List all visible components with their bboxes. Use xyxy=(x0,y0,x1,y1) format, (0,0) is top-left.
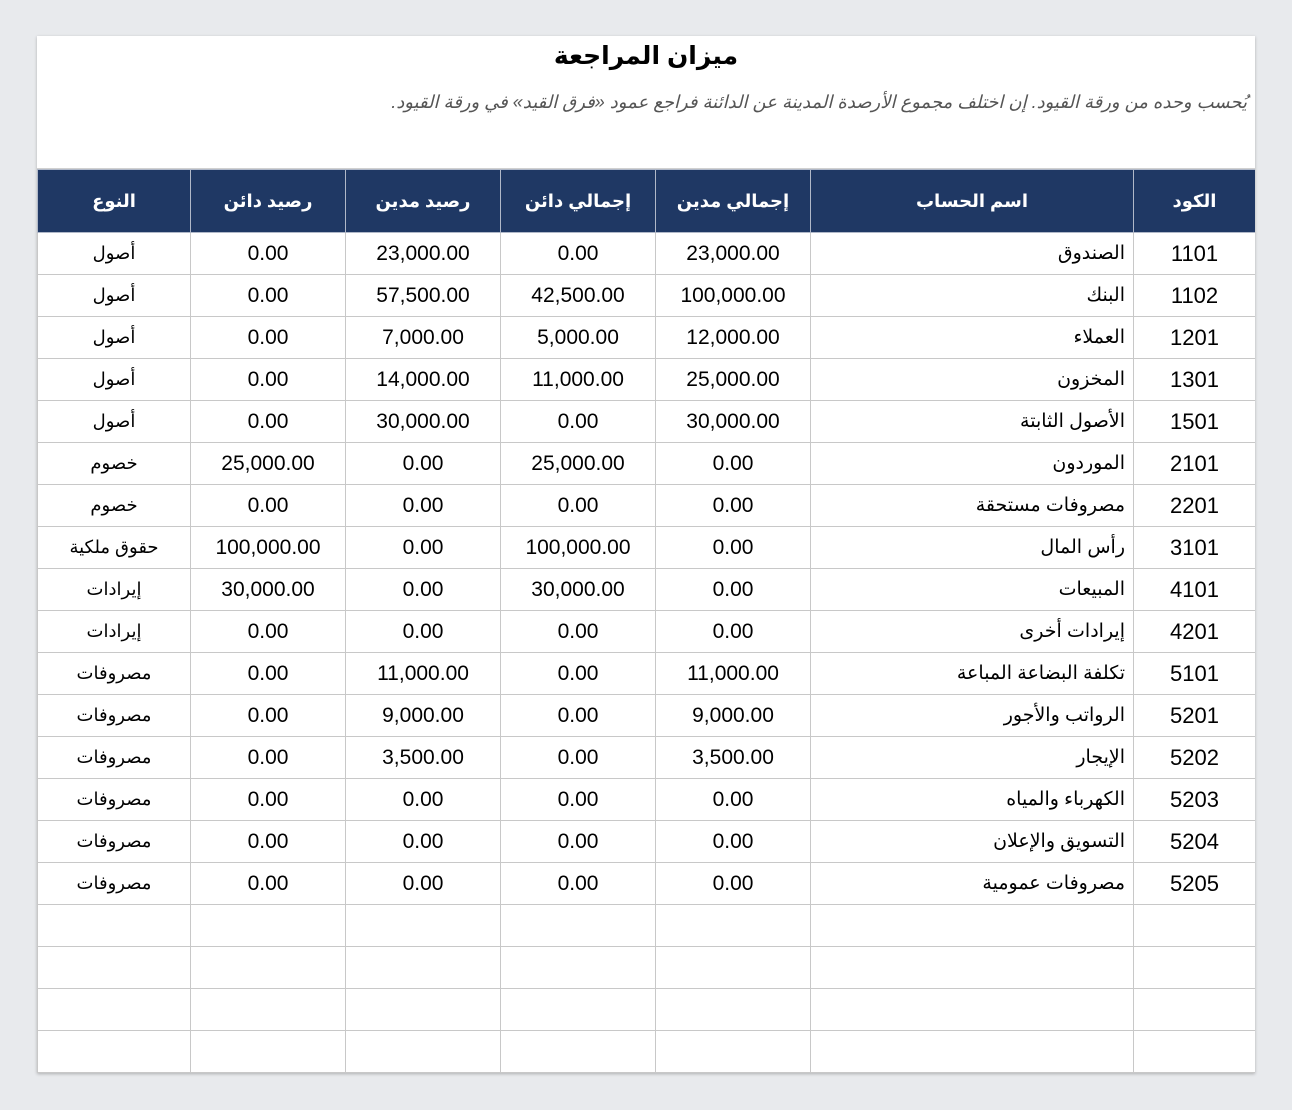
debit-balance-cell[interactable]: 0.00 xyxy=(346,779,501,821)
debit-balance-cell[interactable]: 11,000.00 xyxy=(346,653,501,695)
credit-balance-cell[interactable]: 0.00 xyxy=(191,359,346,401)
total-debit-cell[interactable] xyxy=(656,989,811,1031)
total-debit-cell[interactable]: 11,000.00 xyxy=(656,653,811,695)
account-code-cell[interactable]: 4201 xyxy=(1134,611,1256,653)
account-name-cell[interactable] xyxy=(811,947,1134,989)
account-name-cell[interactable] xyxy=(811,989,1134,1031)
total-debit-cell[interactable]: 0.00 xyxy=(656,779,811,821)
account-code-cell[interactable] xyxy=(1134,989,1256,1031)
total-debit-cell[interactable]: 25,000.00 xyxy=(656,359,811,401)
account-code-cell[interactable]: 3101 xyxy=(1134,527,1256,569)
total-debit-cell[interactable]: 0.00 xyxy=(656,443,811,485)
credit-balance-cell[interactable]: 0.00 xyxy=(191,695,346,737)
account-type-cell[interactable]: أصول xyxy=(38,317,191,359)
spreadsheet-sheet xyxy=(37,36,1255,1073)
debit-balance-cell[interactable]: 3,500.00 xyxy=(346,737,501,779)
column-header-account-name[interactable]: اسم الحساب xyxy=(811,170,1134,233)
account-type-cell[interactable]: مصروفات xyxy=(38,737,191,779)
credit-balance-cell[interactable]: 0.00 xyxy=(191,821,346,863)
debit-balance-cell[interactable]: 0.00 xyxy=(346,443,501,485)
table-row xyxy=(38,737,1256,779)
account-type-cell[interactable]: أصول xyxy=(38,401,191,443)
account-code-cell[interactable] xyxy=(1134,905,1256,947)
total-credit-cell[interactable]: 100,000.00 xyxy=(501,527,656,569)
total-debit-cell[interactable]: 30,000.00 xyxy=(656,401,811,443)
table-row xyxy=(38,611,1256,653)
column-header-total-debit[interactable]: إجمالي مدين xyxy=(656,170,811,233)
account-name-cell[interactable] xyxy=(811,905,1134,947)
credit-balance-cell[interactable] xyxy=(191,905,346,947)
account-code-cell[interactable]: 1501 xyxy=(1134,401,1256,443)
total-credit-cell[interactable]: 0.00 xyxy=(501,821,656,863)
credit-balance-cell[interactable] xyxy=(191,989,346,1031)
table-row xyxy=(38,401,1256,443)
account-code-cell[interactable]: 5202 xyxy=(1134,737,1256,779)
account-name-cell[interactable]: إيرادات أخرى xyxy=(811,611,1134,653)
debit-balance-cell[interactable]: 14,000.00 xyxy=(346,359,501,401)
account-code-cell[interactable]: 2101 xyxy=(1134,443,1256,485)
total-debit-cell[interactable]: 0.00 xyxy=(656,527,811,569)
account-code-cell[interactable]: 5203 xyxy=(1134,779,1256,821)
sheet-subtitle[interactable]: يُحسب وحده من ورقة القيود. إن اختلف مجموع الأرصدة المدينة عن الدائنة فراجع عمود «فرق القيد» في ورقة القيود. xyxy=(391,92,1247,112)
credit-balance-cell[interactable]: 0.00 xyxy=(191,233,346,275)
total-credit-cell[interactable]: 11,000.00 xyxy=(501,359,656,401)
debit-balance-cell[interactable]: 0.00 xyxy=(346,821,501,863)
account-type-cell[interactable]: مصروفات xyxy=(38,821,191,863)
table-row xyxy=(38,233,1256,275)
total-debit-cell[interactable]: 0.00 xyxy=(656,569,811,611)
column-header-credit-balance[interactable]: رصيد دائن xyxy=(191,170,346,233)
table-row xyxy=(38,275,1256,317)
debit-balance-cell[interactable]: 9,000.00 xyxy=(346,695,501,737)
debit-balance-cell[interactable]: 0.00 xyxy=(346,611,501,653)
table-row xyxy=(38,905,1256,947)
credit-balance-cell[interactable] xyxy=(191,947,346,989)
total-credit-cell[interactable]: 42,500.00 xyxy=(501,275,656,317)
account-type-cell[interactable]: خصوم xyxy=(38,443,191,485)
debit-balance-cell[interactable]: 57,500.00 xyxy=(346,275,501,317)
table-row xyxy=(38,863,1256,905)
account-type-cell[interactable]: مصروفات xyxy=(38,779,191,821)
column-header-debit-balance[interactable]: رصيد مدين xyxy=(346,170,501,233)
table-row xyxy=(38,947,1256,989)
table-row xyxy=(38,527,1256,569)
total-credit-cell[interactable]: 0.00 xyxy=(501,779,656,821)
account-name-cell[interactable]: رأس المال xyxy=(811,527,1134,569)
column-header-code[interactable]: الكود xyxy=(1134,170,1256,233)
account-code-cell[interactable] xyxy=(1134,947,1256,989)
total-credit-cell[interactable]: 0.00 xyxy=(501,695,656,737)
account-name-cell[interactable] xyxy=(811,1031,1134,1073)
sheet-title[interactable]: ميزان المراجعة xyxy=(553,42,739,70)
total-credit-cell[interactable]: 5,000.00 xyxy=(501,317,656,359)
account-name-cell[interactable]: الأصول الثابتة xyxy=(811,401,1134,443)
table-row xyxy=(38,821,1256,863)
account-name-cell[interactable]: الصندوق xyxy=(811,233,1134,275)
account-type-cell[interactable]: أصول xyxy=(38,233,191,275)
credit-balance-cell[interactable]: 0.00 xyxy=(191,317,346,359)
credit-balance-cell[interactable]: 0.00 xyxy=(191,611,346,653)
total-debit-cell[interactable] xyxy=(656,947,811,989)
account-type-cell[interactable] xyxy=(38,989,191,1031)
account-name-cell[interactable]: مصروفات مستحقة xyxy=(811,485,1134,527)
total-credit-cell[interactable]: 30,000.00 xyxy=(501,569,656,611)
credit-balance-cell[interactable]: 0.00 xyxy=(191,485,346,527)
account-code-cell[interactable]: 2201 xyxy=(1134,485,1256,527)
debit-balance-cell[interactable]: 23,000.00 xyxy=(346,233,501,275)
account-type-cell[interactable]: إيرادات xyxy=(38,611,191,653)
credit-balance-cell[interactable]: 0.00 xyxy=(191,275,346,317)
account-name-cell[interactable]: الموردون xyxy=(811,443,1134,485)
debit-balance-cell[interactable] xyxy=(346,1031,501,1073)
total-credit-cell[interactable]: 0.00 xyxy=(501,611,656,653)
account-name-cell[interactable]: المخزون xyxy=(811,359,1134,401)
credit-balance-cell[interactable]: 0.00 xyxy=(191,737,346,779)
total-debit-cell[interactable]: 0.00 xyxy=(656,821,811,863)
total-debit-cell[interactable] xyxy=(656,905,811,947)
account-code-cell[interactable]: 5205 xyxy=(1134,863,1256,905)
credit-balance-cell[interactable] xyxy=(191,1031,346,1073)
debit-balance-cell[interactable]: 0.00 xyxy=(346,485,501,527)
total-credit-cell[interactable]: 0.00 xyxy=(501,233,656,275)
credit-balance-cell[interactable]: 0.00 xyxy=(191,863,346,905)
account-name-cell[interactable]: البنك xyxy=(811,275,1134,317)
total-debit-cell[interactable]: 9,000.00 xyxy=(656,695,811,737)
total-credit-cell[interactable] xyxy=(501,1031,656,1073)
account-code-cell[interactable]: 4101 xyxy=(1134,569,1256,611)
account-type-cell[interactable] xyxy=(38,1031,191,1073)
total-debit-cell[interactable]: 0.00 xyxy=(656,611,811,653)
debit-balance-cell[interactable] xyxy=(346,905,501,947)
account-type-cell[interactable]: حقوق ملكية xyxy=(38,527,191,569)
table-row xyxy=(38,989,1256,1031)
table-row xyxy=(38,569,1256,611)
debit-balance-cell[interactable]: 0.00 xyxy=(346,863,501,905)
account-code-cell[interactable]: 5201 xyxy=(1134,695,1256,737)
credit-balance-cell[interactable]: 0.00 xyxy=(191,401,346,443)
account-code-cell[interactable]: 5101 xyxy=(1134,653,1256,695)
account-type-cell[interactable]: مصروفات xyxy=(38,695,191,737)
debit-balance-cell[interactable] xyxy=(346,947,501,989)
account-name-cell[interactable]: الرواتب والأجور xyxy=(811,695,1134,737)
account-type-cell[interactable]: مصروفات xyxy=(38,863,191,905)
total-debit-cell[interactable]: 0.00 xyxy=(656,485,811,527)
total-debit-cell[interactable]: 100,000.00 xyxy=(656,275,811,317)
account-name-cell[interactable]: العملاء xyxy=(811,317,1134,359)
account-type-cell[interactable]: إيرادات xyxy=(38,569,191,611)
total-credit-cell[interactable] xyxy=(501,905,656,947)
total-credit-cell[interactable]: 0.00 xyxy=(501,737,656,779)
total-credit-cell[interactable]: 0.00 xyxy=(501,401,656,443)
account-type-cell[interactable]: مصروفات xyxy=(38,653,191,695)
account-type-cell[interactable] xyxy=(38,905,191,947)
account-code-cell[interactable]: 1201 xyxy=(1134,317,1256,359)
total-credit-cell[interactable]: 0.00 xyxy=(501,863,656,905)
account-name-cell[interactable]: المبيعات xyxy=(811,569,1134,611)
account-name-cell[interactable]: الكهرباء والمياه xyxy=(811,779,1134,821)
table-row xyxy=(38,317,1256,359)
total-debit-cell[interactable]: 0.00 xyxy=(656,863,811,905)
debit-balance-cell[interactable]: 30,000.00 xyxy=(346,401,501,443)
total-debit-cell[interactable]: 23,000.00 xyxy=(656,233,811,275)
table-row xyxy=(38,359,1256,401)
debit-balance-cell[interactable] xyxy=(346,989,501,1031)
credit-balance-cell[interactable]: 0.00 xyxy=(191,779,346,821)
account-code-cell[interactable]: 1301 xyxy=(1134,359,1256,401)
total-credit-cell[interactable]: 0.00 xyxy=(501,653,656,695)
debit-balance-cell[interactable]: 0.00 xyxy=(346,527,501,569)
credit-balance-cell[interactable]: 100,000.00 xyxy=(191,527,346,569)
table-row xyxy=(38,695,1256,737)
debit-balance-cell[interactable]: 0.00 xyxy=(346,569,501,611)
credit-balance-cell[interactable]: 25,000.00 xyxy=(191,443,346,485)
column-header-type[interactable]: النوع xyxy=(38,170,191,233)
account-type-cell[interactable] xyxy=(38,947,191,989)
table-body xyxy=(38,233,1256,1073)
credit-balance-cell[interactable]: 0.00 xyxy=(191,653,346,695)
account-code-cell[interactable] xyxy=(1134,1031,1256,1073)
total-credit-cell[interactable] xyxy=(501,989,656,1031)
account-name-cell[interactable]: التسويق والإعلان xyxy=(811,821,1134,863)
account-name-cell[interactable]: تكلفة البضاعة المباعة xyxy=(811,653,1134,695)
debit-balance-cell[interactable]: 7,000.00 xyxy=(346,317,501,359)
credit-balance-cell[interactable]: 30,000.00 xyxy=(191,569,346,611)
table-header-row xyxy=(38,170,1256,233)
account-name-cell[interactable]: الإيجار xyxy=(811,737,1134,779)
table-row xyxy=(38,443,1256,485)
total-credit-cell[interactable]: 25,000.00 xyxy=(501,443,656,485)
account-type-cell[interactable]: أصول xyxy=(38,359,191,401)
table-row xyxy=(38,1031,1256,1073)
column-header-total-credit[interactable]: إجمالي دائن xyxy=(501,170,656,233)
total-credit-cell[interactable]: 0.00 xyxy=(501,485,656,527)
account-type-cell[interactable]: أصول xyxy=(38,275,191,317)
trial-balance-table xyxy=(37,169,1255,1073)
total-credit-cell[interactable] xyxy=(501,947,656,989)
sheet-header xyxy=(37,36,1255,168)
total-debit-cell[interactable]: 3,500.00 xyxy=(656,737,811,779)
account-code-cell[interactable]: 1102 xyxy=(1134,275,1256,317)
account-name-cell[interactable]: مصروفات عمومية xyxy=(811,863,1134,905)
account-code-cell[interactable]: 5204 xyxy=(1134,821,1256,863)
table-row xyxy=(38,653,1256,695)
table-row xyxy=(38,779,1256,821)
account-type-cell[interactable]: خصوم xyxy=(38,485,191,527)
table-row xyxy=(38,485,1256,527)
total-debit-cell[interactable] xyxy=(656,1031,811,1073)
account-code-cell[interactable]: 1101 xyxy=(1134,233,1256,275)
total-debit-cell[interactable]: 12,000.00 xyxy=(656,317,811,359)
